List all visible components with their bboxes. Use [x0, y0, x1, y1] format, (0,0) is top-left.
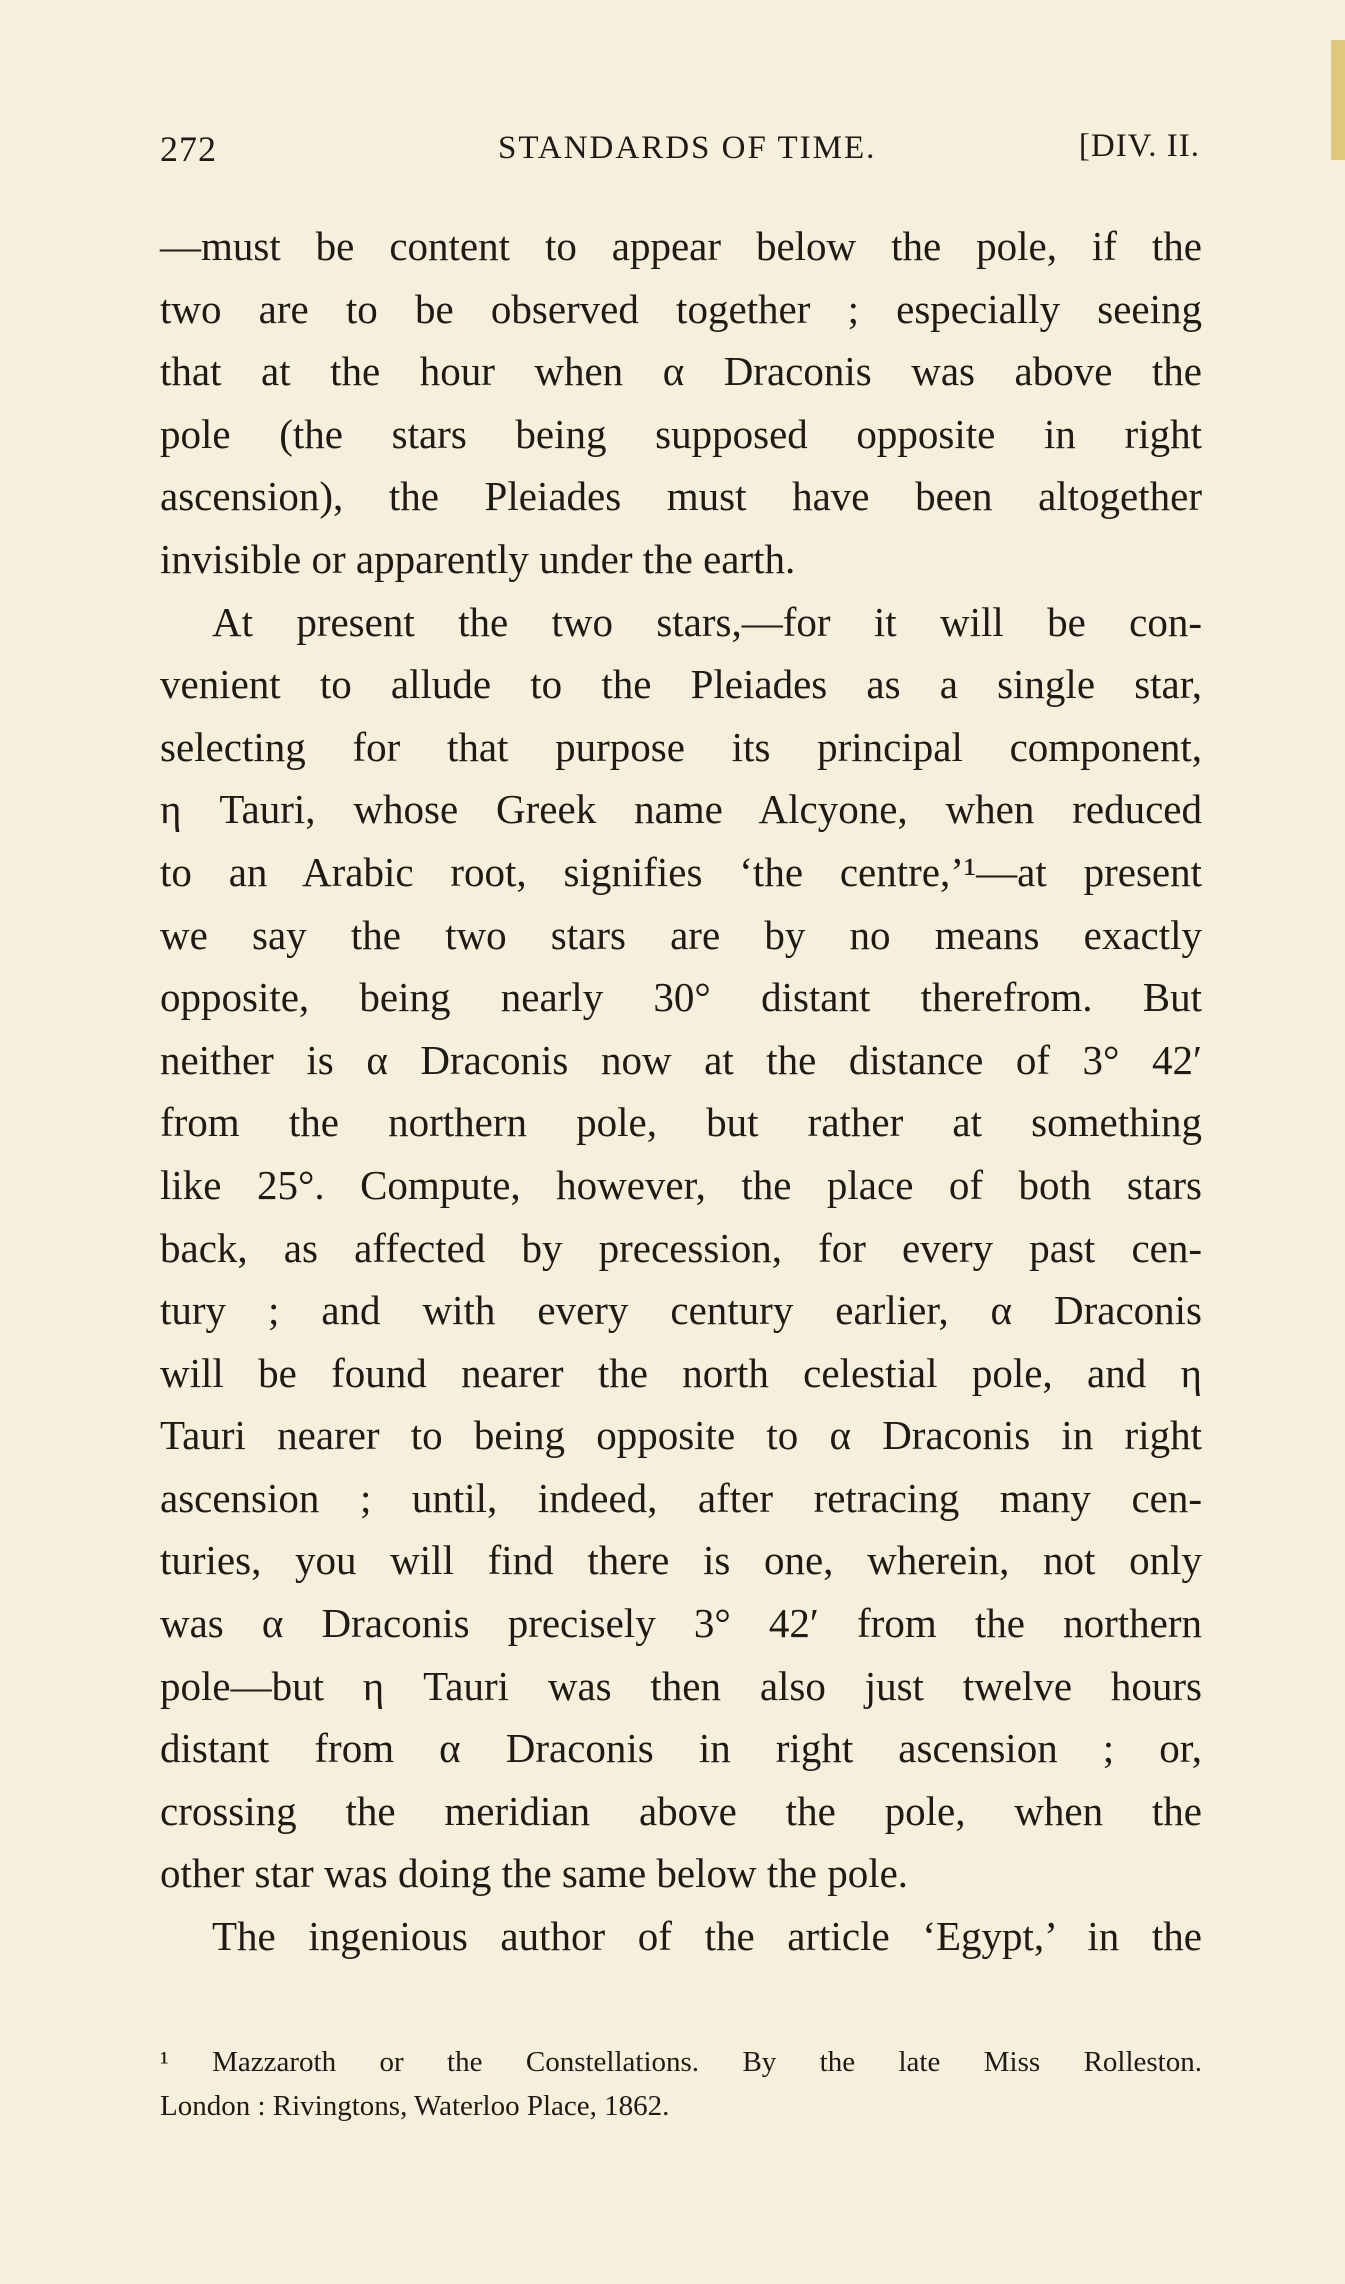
text-line: —must be content to appear below the pole, if the — [160, 223, 1202, 269]
text-line: like 25°. Compute, however, the place of both stars — [160, 1161, 1202, 1208]
page-number: 272 — [160, 129, 217, 169]
text-line: was α Draconis precisely 3° 42′ from the northern — [160, 1600, 1202, 1647]
text-line: distant from α Draconis in right ascension ; or, — [160, 1725, 1202, 1772]
body-text — [160, 215, 1202, 1968]
text-line: neither is α Draconis now at the distance of 3° 42′ — [160, 1036, 1202, 1083]
text-line: selecting for that purpose its principal component, — [160, 723, 1202, 770]
footnote-line: London : Rivingtons, Waterloo Place, 1862. — [160, 2090, 670, 2122]
text-line: pole (the stars being supposed opposite in right — [160, 410, 1202, 457]
text-line: pole—but η Tauri was then also just twelve hours — [160, 1662, 1202, 1709]
text-line: two are to be observed together ; especially seeing — [160, 285, 1202, 332]
running-title: STANDARDS OF TIME. — [498, 130, 877, 166]
text-line: crossing the meridian above the pole, when the — [160, 1787, 1202, 1834]
division-marker: [DIV. II. — [1078, 128, 1200, 164]
text-line: opposite, being nearly 30° distant therefrom. But — [160, 974, 1202, 1021]
text-line: to an Arabic root, signifies ‘the centre,’¹—at present — [160, 848, 1202, 895]
page-edge — [1331, 40, 1345, 160]
text-line: The ingenious author of the article ‘Egypt,’ in the — [212, 1913, 1202, 1960]
text-line: turies, you will find there is one, wherein, not only — [160, 1537, 1202, 1584]
text-line: ascension ; until, indeed, after retracing many cen- — [160, 1474, 1202, 1521]
text-line: Tauri nearer to being opposite to α Draconis in right — [160, 1412, 1202, 1459]
text-line: will be found nearer the north celestial pole, and η — [160, 1349, 1202, 1396]
text-line: that at the hour when α Draconis was above the — [160, 348, 1202, 395]
text-line: η Tauri, whose Greek name Alcyone, when reduced — [160, 786, 1202, 833]
text-line: venient to allude to the Pleiades as a single star, — [160, 661, 1202, 708]
text-line: from the northern pole, but rather at something — [160, 1099, 1202, 1146]
text-line: invisible or apparently under the earth. — [160, 535, 796, 582]
running-header — [160, 128, 1200, 178]
footnote-line: ¹ Mazzaroth or the Constellations. By the late Miss Rolleston. — [160, 2046, 1202, 2078]
text-line: other star was doing the same below the pole. — [160, 1850, 909, 1897]
text-line: At present the two stars,—for it will be con- — [212, 598, 1202, 645]
text-line: tury ; and with every century earlier, α Draconis — [160, 1287, 1202, 1334]
footnotes — [160, 2040, 1202, 2128]
text-line: ascension), the Pleiades must have been altogether — [160, 473, 1202, 520]
text-line: back, as affected by precession, for every past cen- — [160, 1224, 1202, 1271]
text-line: we say the two stars are by no means exactly — [160, 911, 1202, 958]
